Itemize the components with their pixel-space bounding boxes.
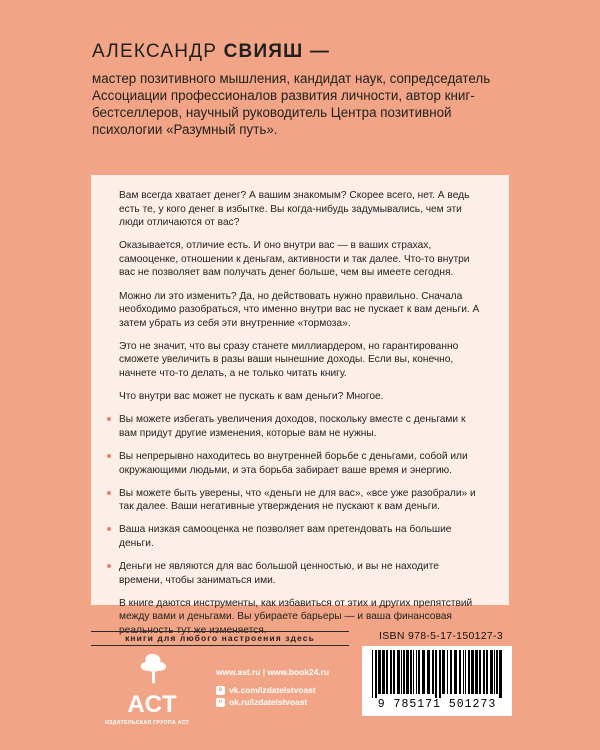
barcode-bar bbox=[496, 650, 498, 694]
barcode-bar bbox=[393, 650, 395, 694]
barcode-digits: 9 785171 501273 bbox=[377, 698, 497, 711]
list-item bbox=[119, 413, 484, 440]
ok-link[interactable]: ok.ru/izdatelstvoast bbox=[229, 697, 308, 707]
bullet-text: Вы можете избегать увеличения доходов, поскольку вместе с деньгами к вам придут другие изменения, которые вам не нужны. bbox=[119, 414, 466, 439]
blurb-question: Что внутри вас может не пускать к вам деньги? Многое. bbox=[119, 391, 384, 403]
blurb-text bbox=[119, 189, 484, 647]
barcode-bar bbox=[410, 650, 412, 694]
author-block bbox=[92, 40, 512, 138]
barcode-bar bbox=[401, 650, 402, 694]
barcode-bar bbox=[499, 650, 502, 698]
bullet-dot-icon bbox=[107, 417, 111, 421]
bullet-dot-icon bbox=[107, 564, 111, 568]
barcode-bar bbox=[390, 650, 392, 694]
publisher-slogan: книги для любого настроения здесь bbox=[91, 631, 349, 646]
barcode-bar bbox=[378, 650, 381, 694]
website-links[interactable]: www.ast.ru | www.book24.ru bbox=[216, 667, 329, 677]
list-item bbox=[119, 523, 484, 550]
barcode-bar bbox=[439, 650, 441, 698]
barcode-bar bbox=[403, 650, 405, 694]
barcode-bar bbox=[468, 650, 470, 694]
isbn-number: ISBN 978-5-17-150127-3 bbox=[379, 630, 503, 642]
author-bio: мастер позитивного мышления, кандидат наук, сопредседатель Ассоциации профессионалов развития личности, автор книг-бестселлеров, научный руководитель Центра позитивной психологии «Разумный путь». bbox=[92, 71, 491, 137]
bullet-dot-icon bbox=[107, 491, 111, 495]
vk-icon: в bbox=[216, 686, 225, 695]
barcode-bar bbox=[406, 650, 409, 694]
barcode-bar bbox=[486, 650, 488, 694]
barcode-bar bbox=[382, 650, 385, 694]
barcode-bar bbox=[454, 650, 457, 694]
blurb-paragraph-2: Оказывается, отличие есть. И оно внутри вас — в ваших страхах, самооценке, отношении к деньгам, активности и так далее. Что-то внутри вас не позволяет вам получать денег больше, чем вы имеете сегодня. bbox=[119, 240, 470, 279]
blurb-outro: В книге даются инструменты, как избавиться от этих и других препятствий между вами и деньгами. Вы убираете барьеры — и ваша финансовая реальность тут же изменяется. bbox=[119, 597, 473, 636]
blurb-bullet-list bbox=[119, 413, 484, 587]
barcode-bar bbox=[427, 650, 430, 694]
bullet-dot-icon bbox=[107, 454, 111, 458]
barcode-bar bbox=[471, 650, 474, 694]
ok-icon: о bbox=[216, 698, 225, 707]
bullet-text: Деньги не являются для вас большой ценностью, и вы не находите времени, чтобы заниматься ими. bbox=[119, 560, 439, 586]
barcode-bar bbox=[494, 650, 495, 694]
publisher-contacts bbox=[216, 667, 366, 709]
bullet-text: Вы непрерывно находитесь во внутренней борьбе с деньгами, собой или окружающими людьми, и эта борьба забирает ваше время и энергию. bbox=[119, 450, 468, 476]
barcode-bar bbox=[418, 650, 420, 694]
author-last-name: СВИЯШ — bbox=[223, 41, 331, 62]
barcode-bar bbox=[416, 650, 417, 694]
barcode-bar bbox=[465, 650, 466, 694]
list-item bbox=[119, 450, 484, 477]
barcode-bar bbox=[447, 650, 448, 694]
ok-link-row[interactable] bbox=[216, 697, 366, 707]
barcode-bar bbox=[372, 650, 373, 698]
barcode-bar bbox=[490, 650, 493, 694]
vk-link[interactable]: vk.com/izdatelstvoast bbox=[229, 685, 316, 695]
barcode-bar bbox=[459, 650, 461, 694]
author-first-name: АЛЕКСАНДР bbox=[92, 41, 218, 62]
ast-logo-icon bbox=[122, 650, 182, 720]
publisher-label: ИЗДАТЕЛЬСКАЯ ГРУППА АСТ bbox=[104, 720, 190, 726]
author-name bbox=[92, 40, 512, 64]
blurb-paragraph-4: Это не значит, что вы сразу станете миллиардером, но гарантированно сможете увеличить в разы ваши нынешние доходы. Если вы, конечно, начнете что-то делать, а не только читать книгу. bbox=[119, 340, 459, 380]
barcode-bar bbox=[422, 650, 425, 694]
barcode-bar bbox=[442, 650, 445, 694]
ast-logo-graphic bbox=[122, 650, 182, 720]
barcode-bar bbox=[397, 650, 400, 694]
bullet-text: Вы можете быть уверены, что «деньги не для вас», «все уже разобрали» и так далее. Ваши негативные утверждения не пускают к вам деньги. bbox=[119, 487, 476, 513]
barcode bbox=[362, 646, 512, 716]
ast-logo-text: ACT bbox=[127, 691, 177, 718]
barcode-bar bbox=[432, 650, 434, 694]
barcode-bar bbox=[479, 650, 481, 694]
bullet-dot-icon bbox=[107, 527, 111, 531]
barcode-bar bbox=[463, 650, 464, 694]
barcode-bar bbox=[375, 650, 377, 698]
barcode-bar bbox=[475, 650, 478, 694]
barcode-bar bbox=[413, 650, 414, 694]
list-item bbox=[119, 487, 484, 514]
blurb-paragraph-3: Можно ли это изменить? Да, но действовать нужно правильно. Сначала необходимо разобраться, что именно внутри вас не пускает к вам деньги. А затем убрать из себя эти внутренние «тормоза». bbox=[119, 290, 480, 329]
list-item bbox=[119, 560, 484, 587]
barcode-bar bbox=[450, 650, 452, 694]
barcode-bars bbox=[370, 650, 504, 698]
barcode-bar bbox=[386, 650, 388, 694]
barcode-bar bbox=[435, 650, 437, 698]
barcode-bar bbox=[483, 650, 485, 694]
bullet-text: Ваша низкая самооценка не позволяет вам претендовать на большие деньги. bbox=[119, 524, 452, 549]
vk-link-row[interactable] bbox=[216, 685, 366, 695]
blurb-intro: Вам всегда хватает денег? А вашим знакомым? Скорее всего, нет. А ведь есть те, у кого денег в избытке. Вы когда-нибудь задумывались, чем эти люди отличаются от вас? bbox=[119, 190, 470, 229]
